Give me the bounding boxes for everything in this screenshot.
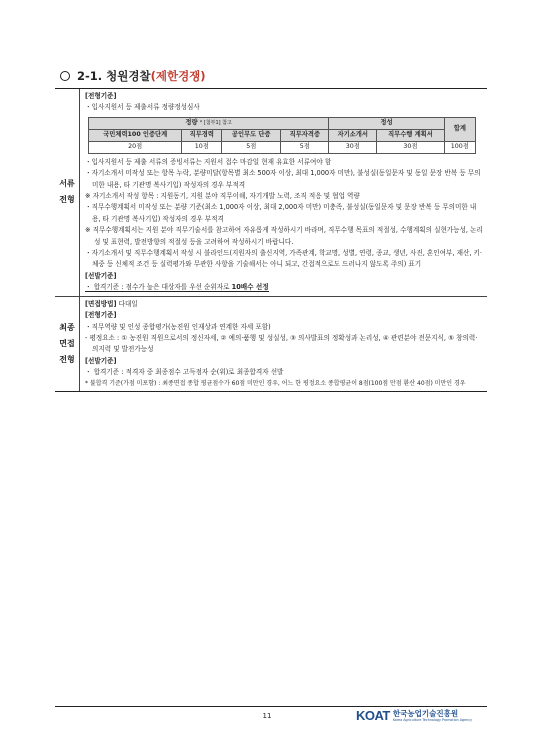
interview-criteria-item: - 평정요소 : ① 농진원 직원으로서의 정신자세, ② 예의·품행 및 성실성, ③ 의사발표의 정확성과 논리성, ④ 관련분야 전문지식, ⑤ 창의력·의지력 및 발전가능성 (85, 333, 478, 354)
qual-header: 정성 (329, 117, 444, 129)
score-table (88, 117, 476, 154)
interview-label: 최종 면접 전형 (55, 297, 80, 392)
doc-criteria-item: ・입사지원서 등 제출서류 정량정성심사 (85, 103, 200, 112)
col-header: 직무수행 계획서 (377, 129, 444, 141)
circle-bullet-icon (60, 71, 70, 81)
interview-selection-item: ・ 합격기준 : 적격자 중 최종점수 고득점자 순(위)로 최종합격자 선발 (85, 368, 284, 377)
doc-note: ※ 자기소개서 작성 항목 : 지원동기, 지원 분야 직무이해, 자기개발 노력, 조직 적응 및 협업 역량 (85, 192, 360, 201)
doc-screening-label: 서류 전형 (55, 89, 80, 296)
col-header: 자기소개서 (329, 129, 377, 141)
interview-selection-note: * 불합격 기준(가점 미포함) : 최종면접 종합 평균점수가 60점 미만인 경우, 어느 한 평정요소 종합평균이 8점(100점 만점 환산 40점) 미만인 경우 (85, 379, 466, 387)
doc-bullet: ・자기소개서 및 직무수행계획서 작성 시 블라인드(지원자의 출신지역, 가족관계, 학교명, 성별, 연령, 종교, 생년, 사진, 혼인여부, 재산, 키·체중 등 신체적 조건 등 실력평가와 무관한 사항을 기술해서는 아니 되고, 간접적으로도 드러나지 않도록 주의) 표기 (85, 249, 482, 269)
footer-divider (55, 706, 487, 707)
screening-table (55, 88, 487, 392)
col-header: 직무자격증 (281, 129, 329, 141)
section-heading (60, 68, 206, 84)
doc-bullet: ・직무수행계획서 미작성 또는 분량 기준(최소 1,000자 이상, 최대 2,000자 미만) 미충족, 불성실(동일문자 및 문장 반복 등 무의미한 내용, 타 기관명 복사기입) 작성자의 경우 부적격 (85, 203, 477, 223)
logo-korean-name: 한국농업기술진흥원 (392, 708, 459, 718)
score-cell: 30점 (377, 141, 444, 153)
doc-screening-row (55, 89, 487, 296)
doc-note: ※ 직무수행계획서는 지원 분야 직무기술서를 참고하여 자유롭게 작성하시기 바라며, 직무수행 목표의 적절성, 수행계획의 실현가능성, 논리성 및 표현력, 발전방향의 적절성 등을 고려하여 작성하시기 바랍니다. (85, 226, 483, 246)
koat-logo (356, 708, 472, 723)
interview-criteria-item: ・직무역량 및 인성 종합평가(농진원 인재상과 연계한 자세 포함) (85, 322, 271, 331)
quant-header: 정량 * [첨부1] 참고 (89, 117, 329, 129)
logo-mark: KOAT (356, 708, 390, 723)
interview-selection-title: [선발기준] (85, 356, 117, 365)
score-cell: 10점 (182, 141, 222, 153)
logo-english-name: Korea Agriculture Technology Promotion Agency (392, 717, 473, 722)
interview-method: [면접방법] 다대일 (85, 299, 138, 308)
interview-criteria-title: [전형기준] (85, 311, 117, 320)
doc-bullet: ・자기소개서 미작성 또는 항목 누락, 분량미달(항목별 최소 500자 이상, 최대 1,000자 미만), 불성실(동일문자 및 동일 문장 반복 등 무의미한 내용, 타 기관명 복사기입) 작성자의 경우 부적격 (85, 169, 481, 189)
interview-row (55, 296, 487, 392)
doc-screening-content (80, 89, 487, 296)
heading-highlight: (제한경쟁) (150, 69, 206, 83)
score-cell: 5점 (281, 141, 329, 153)
col-header: 직무경력 (182, 129, 222, 141)
score-cell: 100점 (444, 141, 475, 153)
total-header: 합계 (444, 117, 475, 141)
page-number: 11 (262, 712, 272, 720)
score-cell: 20점 (89, 141, 182, 153)
doc-selection-item: ・ 합격기준 : 점수가 높은 대상자를 우선 순위자로 10배수 선정 (85, 283, 269, 292)
doc-selection-title: [선발기준] (85, 271, 117, 280)
col-header: 국민체력100 인증단계 (89, 129, 182, 141)
doc-criteria-title: [전형기준] (85, 92, 117, 100)
col-header: 공인무도 단증 (222, 129, 281, 141)
interview-content (80, 297, 487, 392)
score-cell: 5점 (222, 141, 281, 153)
doc-bullet: ・입사지원서 등 제출 서류의 증빙서류는 지원서 접수 마감일 현재 유효한 서류여야 함 (85, 157, 332, 166)
score-cell: 30점 (329, 141, 377, 153)
heading-prefix: 2-1. 청원경찰 (77, 69, 151, 83)
